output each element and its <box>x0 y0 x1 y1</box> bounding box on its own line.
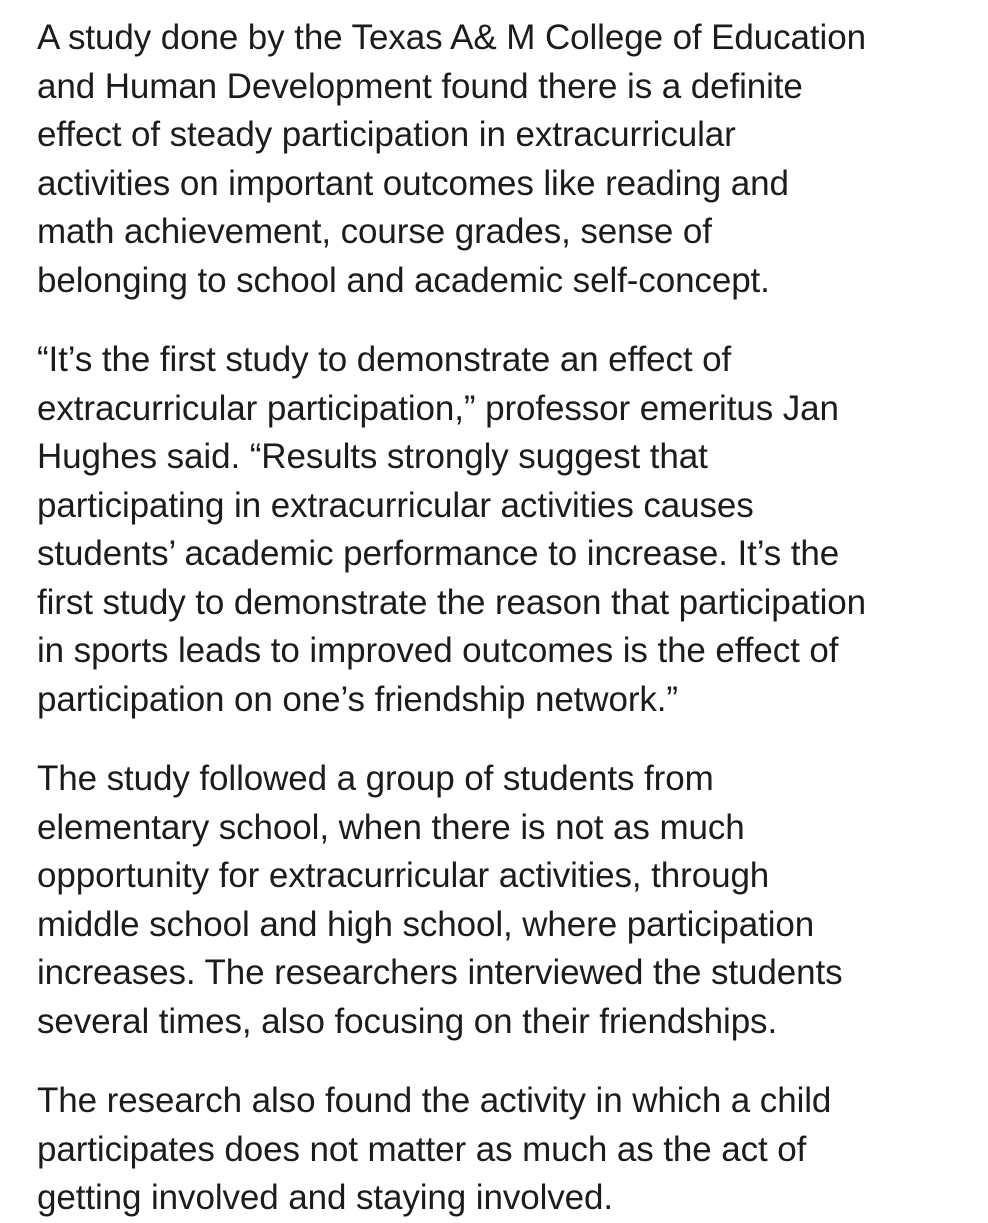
text-line: opportunity for extracurricular activities, through <box>37 856 770 895</box>
text-line: middle school and high school, where participation <box>37 904 815 944</box>
paragraph-study-overview <box>37 14 958 305</box>
text-line: participating in extracurricular activities causes <box>37 485 754 525</box>
text-line: several times, also focusing on their friendships. <box>37 1001 778 1041</box>
text-line: getting involved and staying involved. <box>37 1178 614 1217</box>
text-line: elementary school, when there is not as much <box>37 807 745 847</box>
text-line: “It’s the first study to demonstrate an effect of <box>37 340 732 379</box>
text-line: A study done by the Texas A& M College of Education <box>37 18 866 57</box>
text-line: participation on one’s friendship network.” <box>37 679 678 719</box>
text-line: The research also found the activity in which a child <box>37 1081 832 1120</box>
text-line: Hughes said. “Results strongly suggest that <box>37 437 708 476</box>
text-line: extracurricular participation,” professor emeritus Jan <box>37 388 839 428</box>
text-line: and Human Development found there is a definite <box>37 66 803 106</box>
text-line: activities on important outcomes like reading and <box>37 163 789 203</box>
text-line: belonging to school and academic self-concept. <box>37 260 770 300</box>
text-line: participates does not matter as much as the act of <box>37 1129 807 1169</box>
text-line: math achievement, course grades, sense of <box>37 212 712 251</box>
text-line: effect of steady participation in extracurricular <box>37 115 736 154</box>
text-line: students’ academic performance to increase. It’s the <box>37 534 840 573</box>
paragraph-professor-quote <box>37 336 958 724</box>
paragraph-research-finding <box>37 1077 958 1223</box>
text-line: The study followed a group of students from <box>37 759 714 798</box>
text-line: increases. The researchers interviewed the students <box>37 953 843 992</box>
text-line: first study to demonstrate the reason that participation <box>37 582 867 622</box>
paragraph-study-method <box>37 755 958 1046</box>
text-line: in sports leads to improved outcomes is the effect of <box>37 631 839 670</box>
